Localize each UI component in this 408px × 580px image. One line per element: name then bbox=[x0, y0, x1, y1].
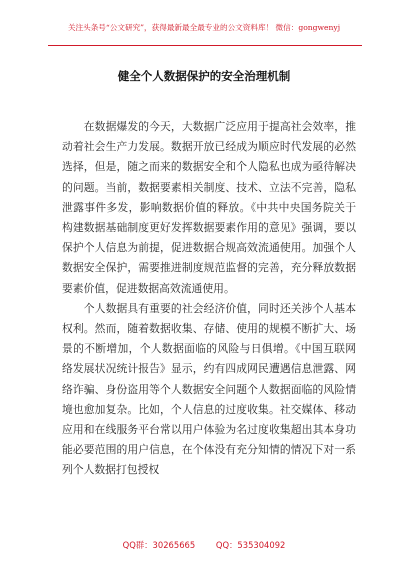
document-body bbox=[62, 117, 356, 481]
footer-contact bbox=[0, 539, 408, 551]
header-divider bbox=[48, 45, 362, 46]
footer-qq-group: QQ群：30265665 bbox=[122, 540, 196, 550]
footer-qq: QQ：535304092 bbox=[215, 540, 286, 550]
header-banner: 关注头条号“公文研究”，获得最新最全最专业的公文资料库！ 微信：gongwenyj bbox=[67, 23, 341, 32]
document-title: 健全个人数据保护的安全治理机制 bbox=[117, 69, 291, 83]
paragraph-2: 个人数据具有重要的社会经济价值，同时还关涉个人基本权利。然而，随着数据收集、存储、使用的规模不断扩大、场景的不断增加，个人数据面临的风险与日俱增。《中国互联网络发展状况统计报告》显示，约有四成网民遭遇信息泄露、网络诈骗、身份盗用等个人数据安全问题个人数据面临的风险情境也愈加复杂。比如，个人信息的过度收集。社交媒体、移动应用和在线服务平台常以用户体验为名过度收集超出其本身功能必要范围的用户信息，在个体没有充分知情的情况下对一系列个人数据打包授权 bbox=[62, 301, 356, 477]
paragraph-1: 在数据爆发的今天，大数据广泛应用于提高社会效率，推动着社会生产力发展。数据开放已经成为顺应时代发展的必然选择，但是，随之而来的数据安全和个人隐私也成为亟待解决的问题。当前，数据要素相关制度、技术、立法不完善，隐私泄露事件多发，影响数据价值的释放。《中共中央国务院关于构建数据基础制度更好发挥数据要素作用的意见》强调，要以保护个人信息为前提，促进数据合规高效流通使用。加强个人数据安全保护，需要推进制度规范监督的完善，充分释放数据要素价值，促进数据高效流通使用。 bbox=[62, 120, 356, 295]
